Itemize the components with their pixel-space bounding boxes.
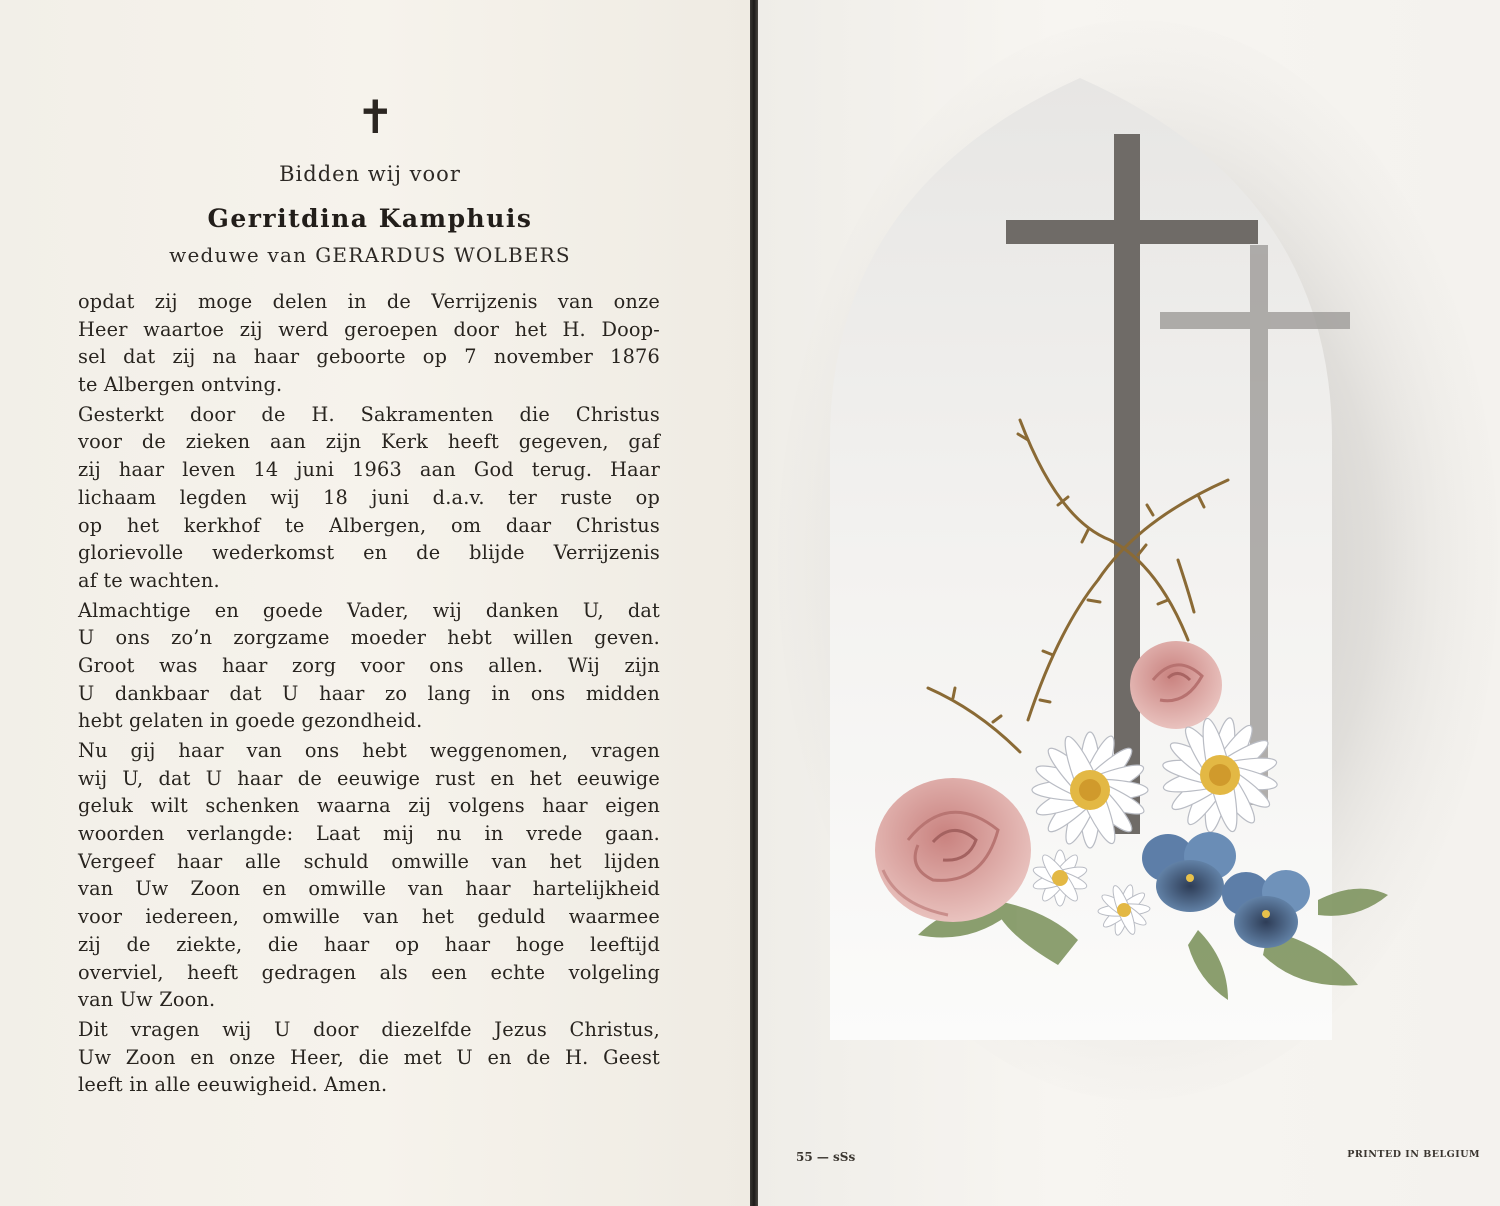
invocation: Bidden wij voor xyxy=(279,162,461,186)
text-line: overviel, heeft gedragen als een echte volgeling xyxy=(78,960,660,984)
text-line: lichaam legden wij 18 juni d.a.v. ter ruste op xyxy=(78,485,660,509)
illustration-card xyxy=(758,0,1500,1206)
text-line: geluk wilt schenken waarna zij volgens haar eigen xyxy=(78,794,660,818)
text-line: op het kerkhof te Albergen, om daar Christus xyxy=(78,513,660,537)
text-line: leeft in alle eeuwigheid. Amen. xyxy=(78,1073,388,1097)
text-line: Nu gij haar van ons hebt weggenomen, vragen xyxy=(78,739,660,762)
cross-icon: ✝ xyxy=(356,90,395,144)
text-line: voor de zieken aan zijn Kerk heeft gegeven, gaf xyxy=(78,430,660,454)
text-line: glorievolle wederkomst en de blijde Verrijzenis xyxy=(78,541,660,565)
text-line: Dit vragen wij U door diezelfde Jezus Christus, xyxy=(78,1017,660,1041)
catalog-number: 55 — sSs xyxy=(796,1150,856,1164)
prayer-text xyxy=(78,288,660,1099)
spouse-prefix: weduwe van xyxy=(169,243,308,267)
text-line: van Uw Zoon en omwille van haar hartelijkheid xyxy=(78,877,660,901)
spouse-line xyxy=(0,243,740,267)
deceased-name: Gerritdina Kamphuis xyxy=(207,204,533,233)
text-line: voor iedereen, omwille van het geduld waarmee xyxy=(78,905,660,929)
printer-note: PRINTED IN BELGIUM xyxy=(1347,1149,1480,1160)
text-line: U ons zo’n zorgzame moeder hebt willen geven. xyxy=(78,626,660,650)
text-line: te Albergen ontving. xyxy=(78,373,283,397)
text-line: Uw Zoon en onze Heer, die met U en de H. Geest xyxy=(78,1045,660,1069)
text-line: Heer waartoe zij werd geroepen door het H. Doop- xyxy=(78,317,660,341)
text-line: Almachtige en goede Vader, wij danken U, dat xyxy=(78,598,660,622)
text-line: af te wachten. xyxy=(78,568,220,592)
text-line: sel dat zij na haar geboorte op 7 november 1876 xyxy=(78,345,660,369)
text-line: Groot was haar zorg voor ons allen. Wij zijn xyxy=(78,653,660,677)
text-line: Vergeef haar alle schuld omwille van het lijden xyxy=(78,849,660,873)
spouse-name: GERARDUS WOLBERS xyxy=(315,243,571,267)
card-divider xyxy=(750,0,758,1206)
text-line: woorden verlangde: Laat mij nu in vrede gaan. xyxy=(78,822,660,846)
text-line: zij haar leven 14 juni 1963 aan God terug. Haar xyxy=(78,458,660,482)
text-line: Gesterkt door de H. Sakramenten die Christus xyxy=(78,402,660,426)
text-line: van Uw Zoon. xyxy=(78,988,216,1012)
text-line: wij U, dat U haar de eeuwige rust en het eeuwige xyxy=(78,766,660,790)
pink-rose-small xyxy=(1130,641,1222,729)
text-line: U dankbaar dat U haar zo lang in ons midden xyxy=(78,681,660,705)
text-line: hebt gelaten in goede gezondheid. xyxy=(78,709,423,733)
text-line: zij de ziekte, die haar op haar hoge leeftijd xyxy=(78,932,660,956)
memorial-illustration xyxy=(758,0,1500,1206)
daisy-large-left xyxy=(1032,732,1148,848)
pink-rose-large xyxy=(875,778,1031,922)
text-line: opdat zij moge delen in de Verrijzenis van onze xyxy=(78,290,660,313)
